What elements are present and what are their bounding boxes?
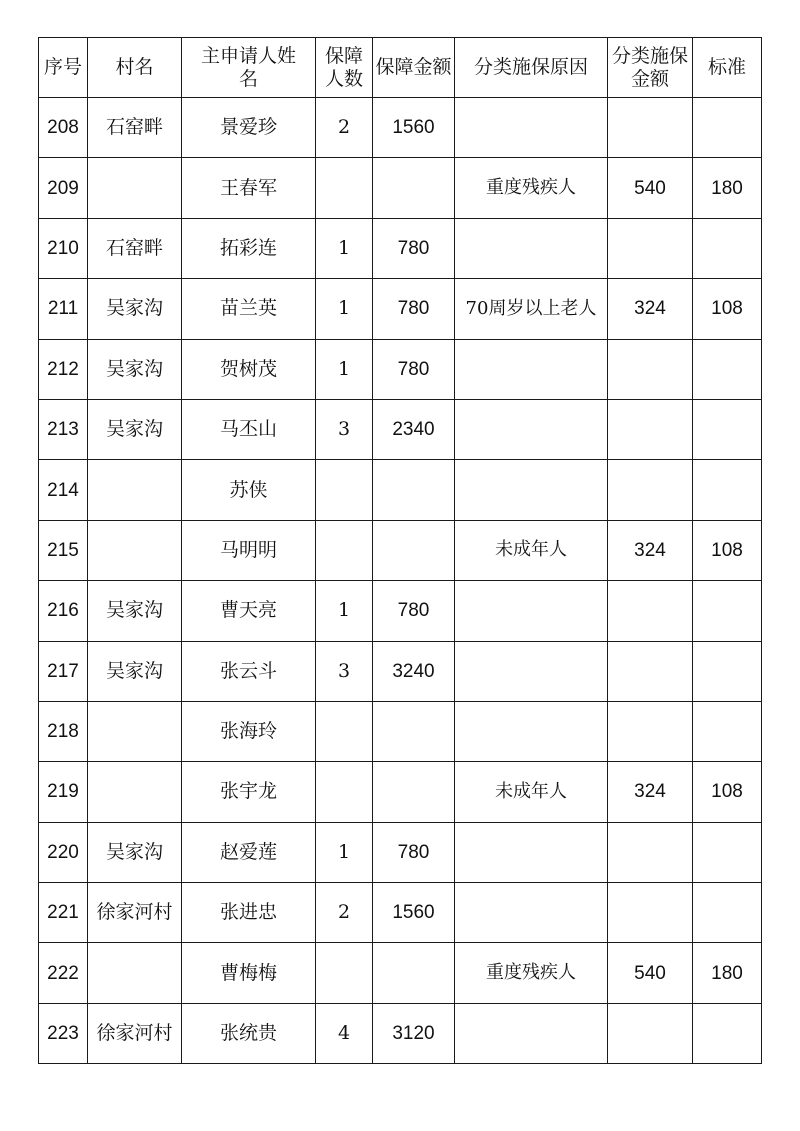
header-amount: 保障金额: [373, 38, 455, 98]
cell-seq: 216: [39, 581, 88, 641]
cell-village: 吴家沟: [88, 399, 182, 459]
header-village: 村名: [88, 38, 182, 98]
cell-amount: 780: [373, 581, 455, 641]
cell-amount: 780: [373, 218, 455, 278]
header-reason: 分类施保原因: [455, 38, 608, 98]
table-row: [39, 460, 762, 520]
cell-amount: 780: [373, 339, 455, 399]
table-row: [39, 339, 762, 399]
cell-class-amount: [608, 399, 693, 459]
cell-seq: 218: [39, 701, 88, 761]
cell-reason: 重度残疾人: [455, 943, 608, 1003]
cell-standard: 180: [693, 158, 762, 218]
cell-applicant: 张统贵: [182, 1003, 316, 1063]
cell-village: 徐家河村: [88, 1003, 182, 1063]
cell-class-amount: [608, 883, 693, 943]
cell-persons: 1: [316, 339, 373, 399]
cell-standard: [693, 218, 762, 278]
cell-standard: [693, 701, 762, 761]
header-row: [39, 38, 762, 98]
cell-class-amount: [608, 218, 693, 278]
cell-applicant: 拓彩连: [182, 218, 316, 278]
cell-applicant: 马丕山: [182, 399, 316, 459]
table-row: [39, 158, 762, 218]
cell-village: [88, 943, 182, 1003]
cell-village: [88, 460, 182, 520]
cell-standard: 108: [693, 279, 762, 339]
cell-standard: [693, 581, 762, 641]
cell-village: [88, 520, 182, 580]
cell-reason: [455, 399, 608, 459]
table-row: [39, 1003, 762, 1063]
table-row: [39, 822, 762, 882]
cell-reason: [455, 339, 608, 399]
header-seq: 序号: [39, 38, 88, 98]
cell-applicant: 张海玲: [182, 701, 316, 761]
cell-reason: [455, 98, 608, 158]
cell-seq: 213: [39, 399, 88, 459]
cell-village: [88, 158, 182, 218]
cell-applicant: 张进忠: [182, 883, 316, 943]
cell-class-amount: [608, 1003, 693, 1063]
cell-standard: [693, 883, 762, 943]
cell-persons: [316, 460, 373, 520]
header-applicant: 主申请人姓名: [182, 38, 316, 98]
cell-applicant: 贺树茂: [182, 339, 316, 399]
cell-village: 吴家沟: [88, 822, 182, 882]
table-row: [39, 641, 762, 701]
table-row: [39, 701, 762, 761]
cell-applicant: 马明明: [182, 520, 316, 580]
cell-amount: 3240: [373, 641, 455, 701]
cell-amount: [373, 943, 455, 1003]
cell-village: 徐家河村: [88, 883, 182, 943]
table-body: [39, 98, 762, 1064]
cell-village: [88, 701, 182, 761]
cell-standard: 108: [693, 762, 762, 822]
cell-persons: 3: [316, 399, 373, 459]
cell-reason: [455, 460, 608, 520]
cell-persons: 3: [316, 641, 373, 701]
header-standard: 标准: [693, 38, 762, 98]
cell-persons: 2: [316, 883, 373, 943]
cell-amount: [373, 460, 455, 520]
cell-village: 吴家沟: [88, 279, 182, 339]
cell-amount: 780: [373, 279, 455, 339]
cell-applicant: 曹梅梅: [182, 943, 316, 1003]
cell-seq: 221: [39, 883, 88, 943]
cell-class-amount: [608, 701, 693, 761]
cell-seq: 212: [39, 339, 88, 399]
cell-class-amount: [608, 460, 693, 520]
cell-reason: 未成年人: [455, 520, 608, 580]
table-row: [39, 520, 762, 580]
cell-seq: 211: [39, 279, 88, 339]
cell-persons: [316, 943, 373, 1003]
cell-village: 石窑畔: [88, 218, 182, 278]
cell-class-amount: [608, 98, 693, 158]
cell-amount: 780: [373, 822, 455, 882]
cell-seq: 208: [39, 98, 88, 158]
cell-reason: [455, 641, 608, 701]
cell-class-amount: [608, 822, 693, 882]
cell-persons: 1: [316, 279, 373, 339]
cell-village: [88, 762, 182, 822]
cell-amount: [373, 762, 455, 822]
cell-seq: 220: [39, 822, 88, 882]
cell-persons: [316, 520, 373, 580]
cell-seq: 210: [39, 218, 88, 278]
cell-applicant: 王春军: [182, 158, 316, 218]
cell-seq: 219: [39, 762, 88, 822]
cell-amount: [373, 520, 455, 580]
cell-class-amount: 540: [608, 943, 693, 1003]
cell-persons: [316, 158, 373, 218]
cell-seq: 214: [39, 460, 88, 520]
cell-reason: 重度残疾人: [455, 158, 608, 218]
cell-village: 吴家沟: [88, 581, 182, 641]
cell-amount: 1560: [373, 883, 455, 943]
cell-standard: 180: [693, 943, 762, 1003]
cell-seq: 223: [39, 1003, 88, 1063]
table-header: [39, 38, 762, 98]
cell-applicant: 景爱珍: [182, 98, 316, 158]
cell-persons: [316, 762, 373, 822]
relief-table: [38, 37, 762, 1064]
cell-class-amount: 324: [608, 520, 693, 580]
header-class-amount: 分类施保金额: [608, 38, 693, 98]
cell-persons: 1: [316, 822, 373, 882]
cell-persons: [316, 701, 373, 761]
cell-reason: [455, 1003, 608, 1063]
cell-applicant: 张宇龙: [182, 762, 316, 822]
cell-class-amount: [608, 581, 693, 641]
cell-persons: 1: [316, 218, 373, 278]
cell-standard: [693, 1003, 762, 1063]
table-row: [39, 581, 762, 641]
cell-reason: 70周岁以上老人: [455, 279, 608, 339]
cell-class-amount: [608, 339, 693, 399]
cell-amount: [373, 701, 455, 761]
cell-reason: [455, 822, 608, 882]
table-row: [39, 399, 762, 459]
cell-class-amount: [608, 641, 693, 701]
cell-persons: 4: [316, 1003, 373, 1063]
cell-standard: [693, 822, 762, 882]
cell-village: 吴家沟: [88, 641, 182, 701]
table-row: [39, 943, 762, 1003]
cell-amount: 1560: [373, 98, 455, 158]
cell-seq: 209: [39, 158, 88, 218]
cell-standard: [693, 399, 762, 459]
cell-reason: [455, 218, 608, 278]
table-row: [39, 279, 762, 339]
cell-amount: 2340: [373, 399, 455, 459]
cell-standard: [693, 339, 762, 399]
cell-class-amount: 324: [608, 279, 693, 339]
cell-reason: [455, 581, 608, 641]
cell-reason: [455, 883, 608, 943]
cell-standard: [693, 98, 762, 158]
cell-applicant: 赵爱莲: [182, 822, 316, 882]
relief-table-sheet: [38, 37, 761, 1064]
cell-seq: 215: [39, 520, 88, 580]
table-row: [39, 98, 762, 158]
cell-seq: 222: [39, 943, 88, 1003]
cell-standard: 108: [693, 520, 762, 580]
cell-class-amount: 324: [608, 762, 693, 822]
cell-amount: 3120: [373, 1003, 455, 1063]
cell-amount: [373, 158, 455, 218]
cell-seq: 217: [39, 641, 88, 701]
cell-village: 吴家沟: [88, 339, 182, 399]
cell-persons: 1: [316, 581, 373, 641]
cell-applicant: 曹天亮: [182, 581, 316, 641]
table-row: [39, 883, 762, 943]
cell-persons: 2: [316, 98, 373, 158]
cell-applicant: 苗兰英: [182, 279, 316, 339]
cell-standard: [693, 460, 762, 520]
cell-class-amount: 540: [608, 158, 693, 218]
cell-standard: [693, 641, 762, 701]
table-row: [39, 218, 762, 278]
cell-applicant: 苏侠: [182, 460, 316, 520]
cell-applicant: 张云斗: [182, 641, 316, 701]
cell-village: 石窑畔: [88, 98, 182, 158]
cell-reason: [455, 701, 608, 761]
cell-reason: 未成年人: [455, 762, 608, 822]
table-row: [39, 762, 762, 822]
header-persons: 保障人数: [316, 38, 373, 98]
